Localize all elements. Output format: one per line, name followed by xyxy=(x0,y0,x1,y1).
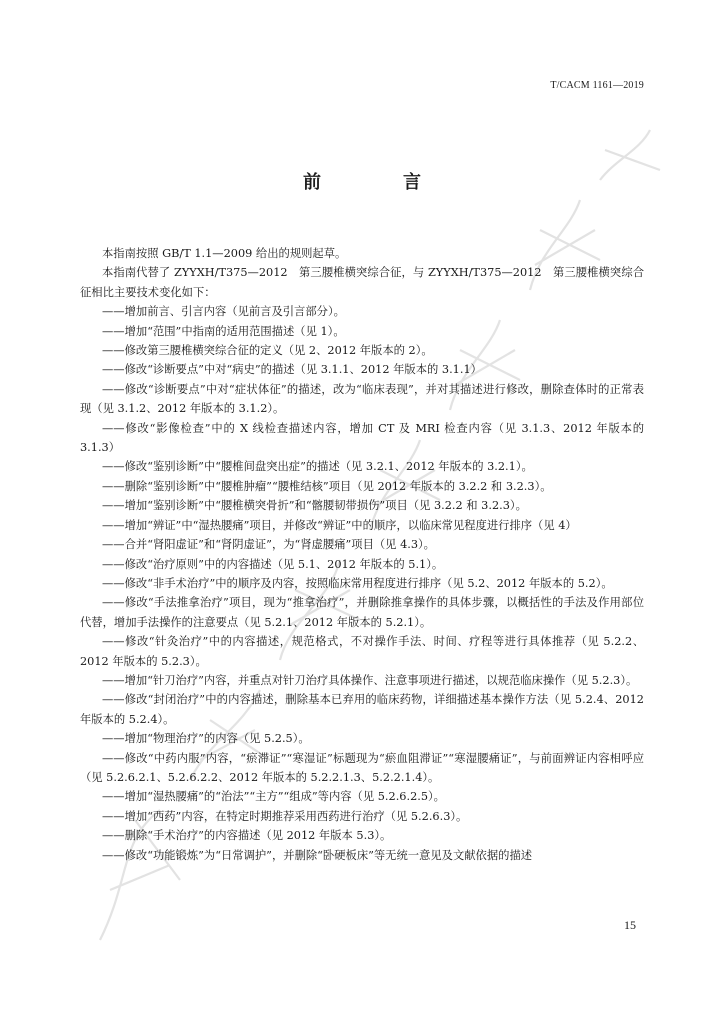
change-item: ——增加“范围”中指南的适用范围描述（见 1）。 xyxy=(102,324,345,338)
change-item: ——增加“针刀治疗”内容，并重点对针刀治疗具体操作、注意事项进行描述，以规范临床操作（见 5.2.3）。 xyxy=(102,673,638,687)
change-item: ——修改“影像检查”中的 X 线检查描述内容，增加 CT 及 MRI 检查内容（见 3.1.3、2012 年版本的 3.1.3） xyxy=(80,421,644,455)
change-item: ——修改“非手术治疗”中的顺序及内容，按照临床常用程度进行排序（见 5.2、2012 年版本的 5.2）。 xyxy=(102,576,613,590)
paragraph: 本指南代替了 ZYYXH/T375—2012 第三腰椎横突综合征，与 ZYYXH/T375—2012 第三腰椎横突综合征相比主要技术变化如下： xyxy=(80,266,644,299)
change-item: ——删除“鉴别诊断”中“腰椎肿瘤”“腰椎结核”项目（见 2012 年版本的 3.2.2 和 3.2.3）。 xyxy=(102,479,552,493)
change-item: ——修改“功能锻炼”为“日常调护”，并删除“卧硬板床”等无统一意见及文献依据的描述 xyxy=(102,848,533,862)
page-title: 前 言 xyxy=(303,172,453,193)
foreword-body xyxy=(80,244,644,865)
change-item: ——修改“封闭治疗”中的内容描述，删除基本已弃用的临床药物，详细描述基本操作方法（见 5.2.4、2012 年版本的 5.2.4）。 xyxy=(80,693,644,726)
change-item: ——修改第三腰椎横突综合征的定义（见 2、2012 年版本的 2）。 xyxy=(102,344,433,358)
change-item: ——修改“诊断要点”中对“病史”的描述（见 3.1.1、2012 年版本的 3.1.1） xyxy=(102,363,482,377)
page-number: 15 xyxy=(624,918,636,932)
change-item: ——删除“手术治疗”的内容描述（见 2012 年版本 5.3）。 xyxy=(102,829,392,843)
change-item: ——增加“物理治疗”的内容（见 5.2.5）。 xyxy=(102,732,310,746)
change-item: ——增加“辨证”中“湿热腰痛”项目，并修改“辨证”中的顺序，以临床常见程度进行排序（见 4） xyxy=(102,518,577,532)
change-item: ——增加前言、引言内容（见前言及引言部分）。 xyxy=(102,305,345,319)
change-item: ——合并“肾阳虚证”和“肾阴虚证”，为“肾虚腰痛”项目（见 4.3）。 xyxy=(102,538,435,552)
change-item: ——修改“针灸治疗”中的内容描述，规范格式，不对操作手法、时间、疗程等进行具体推荐（见 5.2.2、2012 年版本的 5.2.3）。 xyxy=(80,635,644,668)
change-item: ——增加“西药”内容，在特定时期推荐采用西药进行治疗（见 5.2.6.3）。 xyxy=(102,809,468,823)
change-item: ——修改“诊断要点”中对“症状体征”的描述，改为“临床表现”，并对其描述进行修改，删除查体时的正常表现（见 3.1.2、2012 年版本的 3.1.2）。 xyxy=(80,382,644,416)
standard-code: T/CACM 1161—2019 xyxy=(550,80,644,91)
change-item: ——修改“鉴别诊断”中“腰椎间盘突出症”的描述（见 3.2.1、2012 年版本的 3.2.1）。 xyxy=(102,460,533,474)
paragraph: 本指南按照 GB/T 1.1—2009 给出的规则起草。 xyxy=(102,247,347,260)
change-item: ——增加“鉴别诊断”中“腰椎横突骨折”和“髂腰韧带损伤”项目（见 3.2.2 和 3.2.3）。 xyxy=(102,499,527,513)
change-item: ——修改“手法推拿治疗”项目，现为“推拿治疗”，并删除推拿操作的具体步骤，以概括性的手法及作用部位代替，增加手法操作的注意要点（见 5.2.1、2012 年版本的 5.2.1）。 xyxy=(80,596,644,629)
change-item: ——修改“中药内服”内容，“瘀滞证”“寒湿证”标题现为“瘀血阻滞证”“寒湿腰痛证”，与前面辨证内容相呼应（见 5.2.6.2.1、5.2.6.2.2、2012 年版本的 5.2.2.1.3、5.2.2.1.4）。 xyxy=(80,751,644,784)
change-item: ——修改“治疗原则”中的内容描述（见 5.1、2012 年版本的 5.1）。 xyxy=(102,557,444,571)
change-item: ——增加“湿热腰痛”的“治法”“主方”“组成”等内容（见 5.2.6.2.5）。 xyxy=(102,790,445,804)
